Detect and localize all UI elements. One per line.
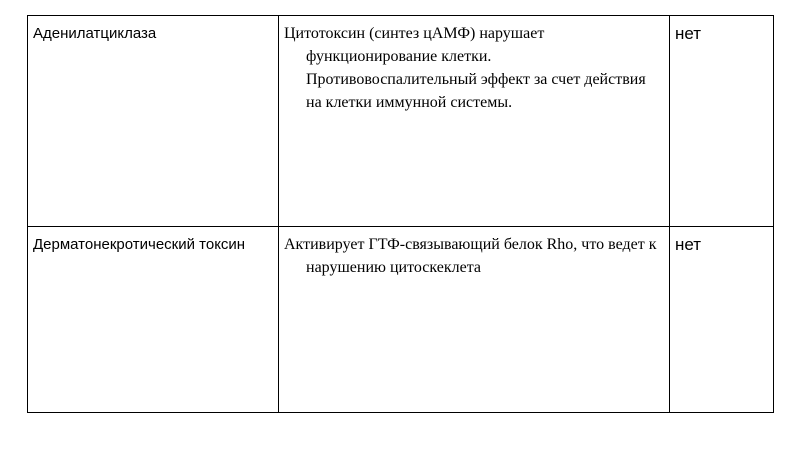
table-row [28,227,774,413]
table-row [28,16,774,227]
toxin-name: Аденилатциклаза [33,25,157,42]
toxin-flag-cell [670,16,774,227]
toxin-flag: нет [675,235,702,254]
toxin-description: Цитотоксин (синтез цАМФ) нарушает функционирование клетки. Противовоспалительный эффект за счет действия на клетки иммунной системы. [284,25,646,111]
toxin-description-cell [279,16,670,227]
toxin-name-cell [28,16,279,227]
toxin-flag-cell [670,227,774,413]
toxin-description: Активирует ГТФ-связывающий белок Rho, что ведет к нарушению цитоскеклета [284,236,657,276]
toxin-name: Дерматонекротический токсин [33,236,246,253]
toxins-table [27,15,774,413]
toxin-flag: нет [675,24,702,43]
toxin-description-cell [279,227,670,413]
toxin-name-cell [28,227,279,413]
